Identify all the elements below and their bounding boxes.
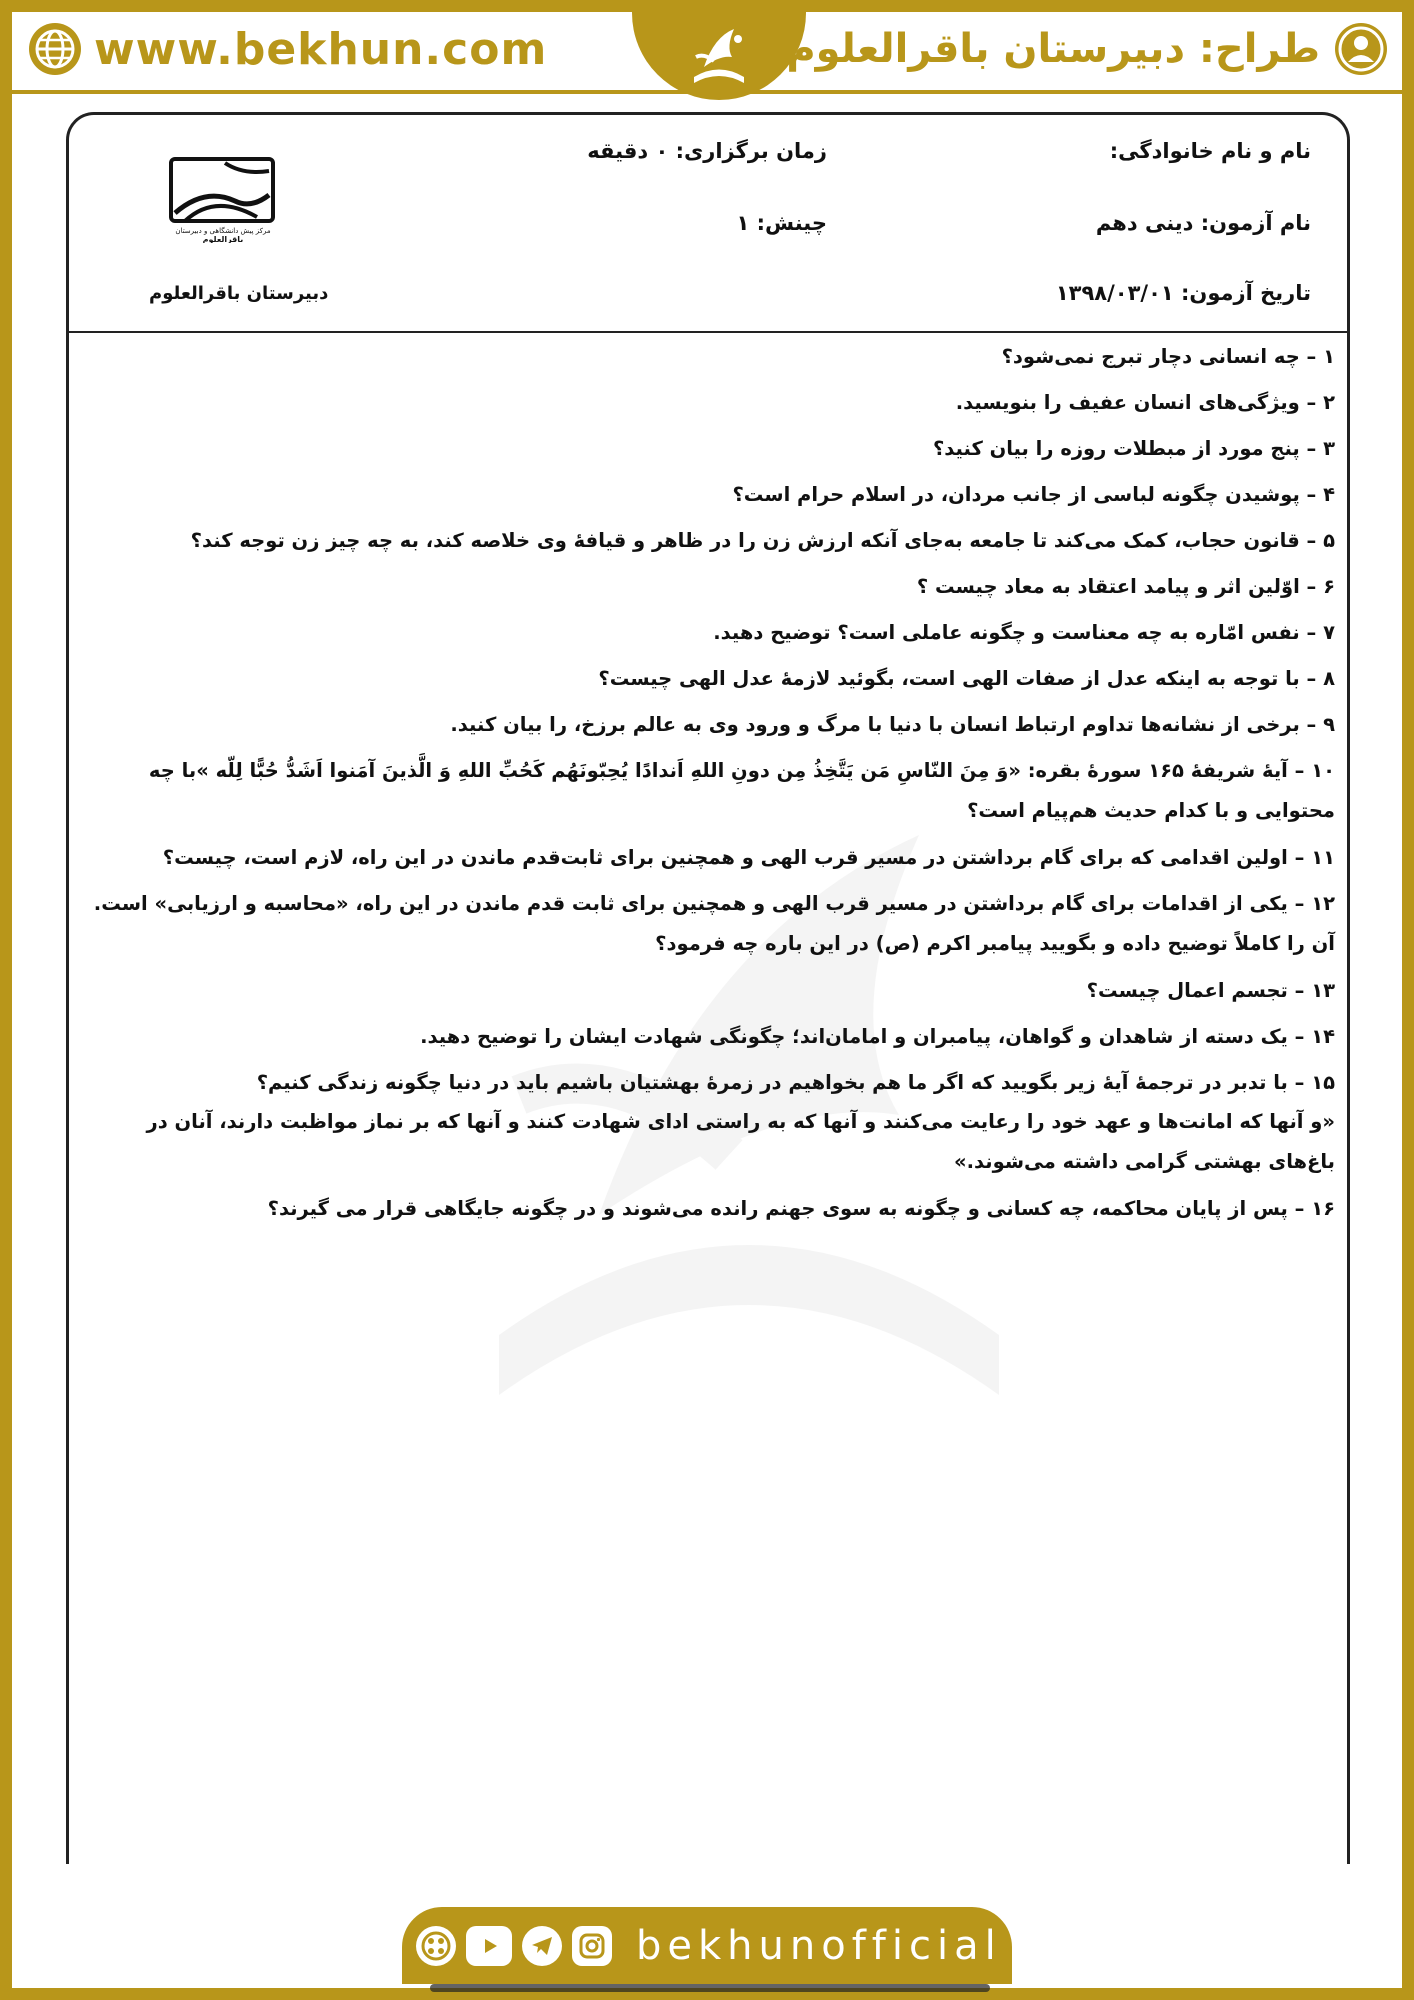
globe-icon [26,20,84,78]
question-list [81,337,1335,1235]
exam-name: نام آزمون: دینی دهم [1095,211,1311,235]
social-footer [402,1907,1012,1984]
question-7: ۷ – نفس امّاره به چه معناست و چگونه عاملی است؟ توضیح دهید. [713,621,1335,644]
question-4: ۴ – پوشیدن چگونه لباسی از جانب مردان، در اسلام حرام است؟ [732,483,1335,506]
school-logo-caption-2: باقرالعلوم [202,235,244,243]
top-bar [12,12,1402,94]
question-6: ۶ – اوّلین اثر و پیامد اعتقاد به معاد چیست ؟ [916,575,1335,598]
instagram-icon[interactable] [572,1926,612,1966]
exam-arrangement: چینش: ۱ [736,211,827,235]
footer-shadow [430,1984,990,1992]
question-2: ۲ – ویژگی‌های انسان عفیف را بنویسید. [955,391,1335,414]
social-handle: bekhunofficial [636,1922,1002,1969]
student-name-label: نام و نام خانوادگی: [1109,139,1311,163]
aparat-icon[interactable] [416,1926,456,1966]
school-emblem-icon [165,157,281,243]
designer-text: طراح: دبیرستان باقرالعلوم [786,26,1320,72]
question-15: ۱۵ – با تدبر در ترجمۀ آیۀ زیر بگویید که اگر ما هم بخواهیم در زمرۀ بهشتیان باشیم باید در دنیا چگونه زندگی کنیم؟ [256,1071,1335,1094]
telegram-icon[interactable] [522,1926,562,1966]
question-16: ۱۶ – پس از پایان محاکمه، چه کسانی و چگونه به سوی جهنم رانده می‌شوند و در چگونه جایگاهی قرار می گیرند؟ [267,1197,1335,1220]
school-logo [165,157,281,247]
exam-date: تاریخ آزمون: ۱۳۹۸/۰۳/۰۱ [1055,281,1311,305]
user-icon [1332,20,1390,78]
designer-credit [786,20,1390,78]
exam-header [69,115,1347,333]
question-8: ۸ – با توجه به اینکه عدل از صفات الهی است، بگوئید لازمۀ عدل الهی چیست؟ [598,667,1335,690]
exam-paper [66,112,1350,1864]
question-12: ۱۲ – یکی از اقدامات برای گام برداشتن در مسیر قرب الهی و همچنین برای ثابت قدم ماندن در این راه، «محاسبه و ارزیابی» است. آن را کاملاً توضیح داده و بگویید پیامبر اکرم (ص) در این باره چه فرمود؟ [93,892,1335,955]
book-logo-icon [674,17,764,95]
question-1: ۱ – چه انسانی دچار تبرج نمی‌شود؟ [1001,345,1335,368]
youtube-icon[interactable] [466,1926,512,1966]
school-name: دبیرستان باقرالعلوم [149,283,329,304]
website-link[interactable] [26,20,547,78]
brand-logo [632,12,806,100]
question-11: ۱۱ – اولین اقدامی که برای گام برداشتن در مسیر قرب الهی و همچنین برای ثابت‌قدم ماندن در این راه، لازم است، چیست؟ [162,846,1335,869]
school-logo-caption-1: مرکز پیش دانشگاهی و دبیرستان [175,227,271,235]
question-13: ۱۳ – تجسم اعمال چیست؟ [1086,979,1335,1002]
question-14: ۱۴ – یک دسته از شاهدان و گواهان، پیامبران و امامان‌اند؛ چگونگی شهادت ایشان را توضیح دهید. [420,1025,1335,1048]
exam-duration: زمان برگزاری: ۰ دقیقه [587,139,827,163]
question-10: ۱۰ – آیۀ شریفۀ ۱۶۵ سورۀ بقره: «وَ مِنَ النّاسِ مَن یَتَّخِذُ مِن دونِ اللهِ اَندادًا یُحِبّونَهُم کَحُبِّ اللهِ وَ الَّذینَ آمَنوا اَشَدُّ حُبًّا لِلّه »با چه محتوایی و با کدام حدیث هم‌پیام است؟ [148,759,1335,822]
question-3: ۳ – پنج مورد از مبطلات روزه را بیان کنید؟ [932,437,1335,460]
question-9: ۹ – برخی از نشانه‌ها تداوم ارتباط انسان با دنیا با مرگ و ورود وی به عالم برزخ، را بیان کنید. [450,713,1335,736]
question-15-verse: «و آنها که امانت‌ها و عهد خود را رعایت می‌کنند و آنها که به راستی ادای شهادت کنند و آنها که بر نماز مواظبت دارند، آنان در باغ‌های بهشتی گرامی داشته می‌شوند.» [146,1110,1335,1173]
website-text: www.bekhun.com [94,23,548,75]
question-5: ۵ – قانون حجاب، کمک می‌کند تا جامعه به‌جای آنکه ارزش زن را در ظاهر و قیافۀ وی خلاصه کند، به چه چیز زن توجه کند؟ [190,529,1335,552]
